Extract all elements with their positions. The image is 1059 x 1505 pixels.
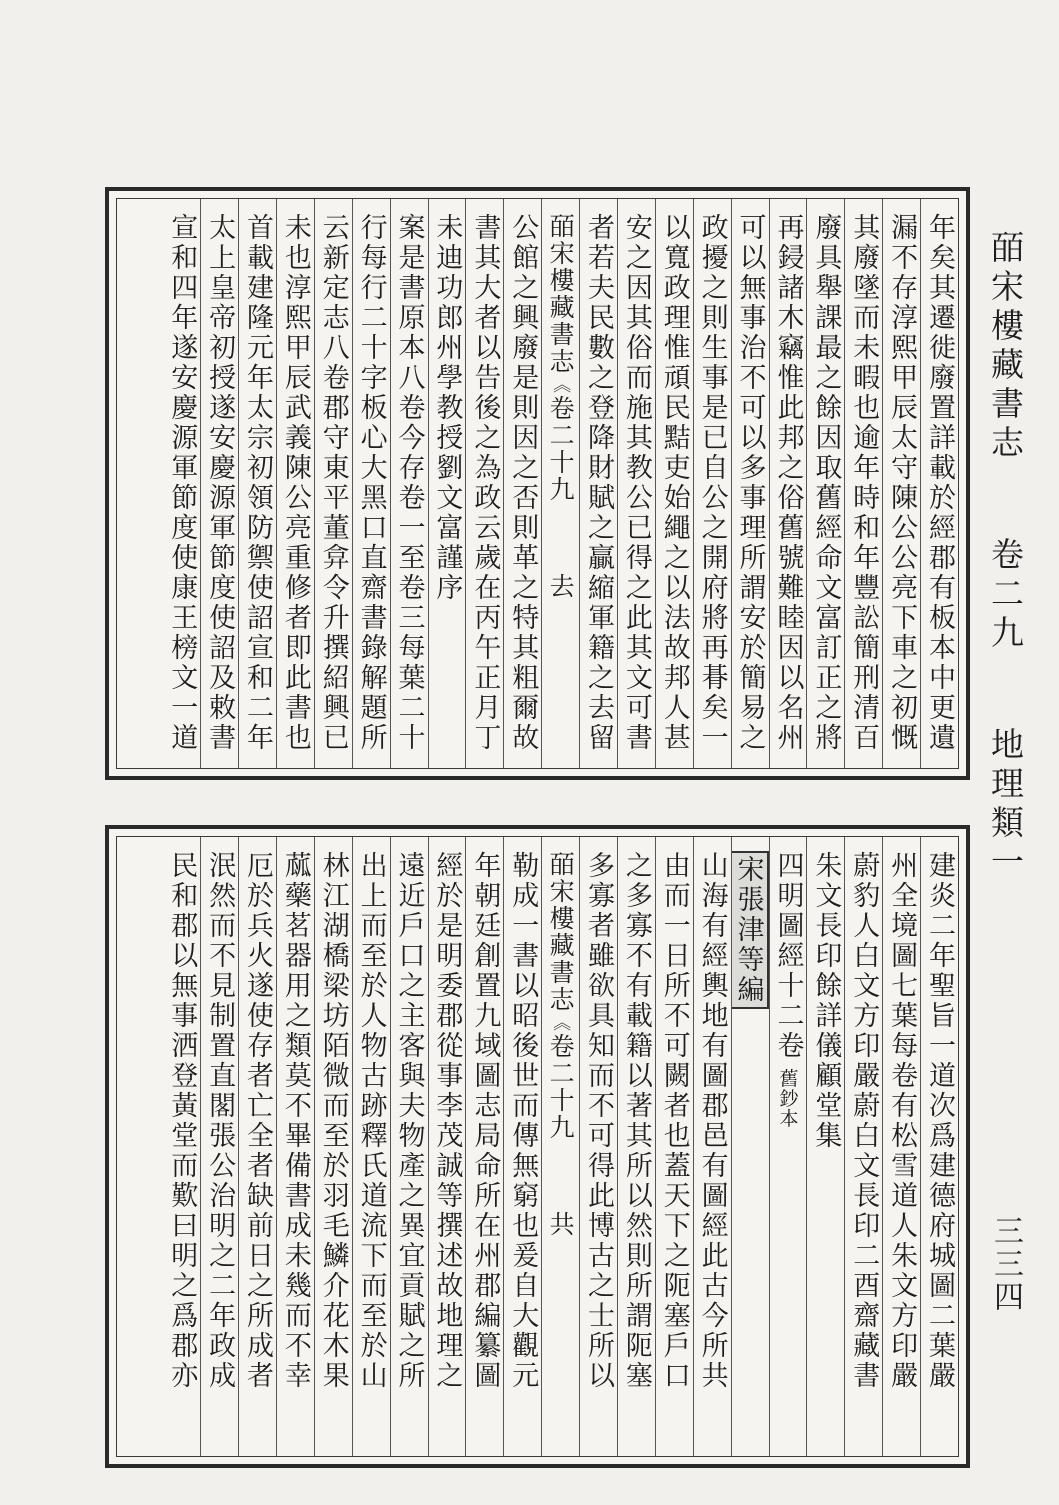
center-volume: 卷二十九 <box>546 395 576 503</box>
leaf-number: 共 <box>546 1211 576 1238</box>
center-volume: 卷二十九 <box>546 1033 576 1141</box>
bottom-center-column <box>541 837 579 1456</box>
bottom-column: 出上而至於人物古跡釋氏道流下而至於山 <box>352 837 390 1456</box>
bottom-column: 遠近戶口之主客與夫物產之異宜貢賦之所 <box>390 837 428 1456</box>
top-column: 行每行二十字板心大黑口直齋書錄解題所 <box>352 199 390 768</box>
bottom-column: 林江湖橋梁坊陌微而至於羽毛鱗介花木果 <box>314 837 352 1456</box>
top-column: 漏不存淳熙甲辰太守陳公公亮下車之初慨 <box>882 199 920 768</box>
running-header <box>975 230 1035 1330</box>
top-column: 年矣其遷徙廢置詳載於經郡有板本中更遺 <box>920 199 958 768</box>
top-column: 者若夫民數之登降財賦之贏縮軍籍之去留 <box>579 199 617 768</box>
top-column: 公館之興廢是則因之否則革之特其粗爾故 <box>503 199 541 768</box>
bottom-page-panel <box>105 825 970 1468</box>
top-column: 云新定志八卷郡守東平董弇令升撰紹興已 <box>314 199 352 768</box>
top-column: 政擾之則生事是已自公之開府將再朞矣一 <box>693 199 731 768</box>
bottom-column: 之多寡不有載籍以著其所以然則所謂阨塞 <box>617 837 655 1456</box>
volume-label: 卷二九 <box>986 537 1025 654</box>
bottom-column: 由而一日所不可闕者也蓋天下之阨塞戶口 <box>655 837 693 1456</box>
bottom-column: 年朝廷創置九域圖志局命所在州郡編纂圖 <box>465 837 503 1456</box>
bottom-column: 泯然而不見制置直閣張公治明之二年政成 <box>200 837 238 1456</box>
bottom-column: 勒成一書以昭後世而傳無窮也爰自大觀元 <box>503 837 541 1456</box>
bottom-column: 山海有經輿地有圖郡邑有圖經此古今所共 <box>693 837 731 1456</box>
page-number: 三三四 <box>988 1215 1023 1314</box>
bottom-column: 民和郡以無事洒登黃堂而歎曰明之爲郡亦 <box>166 851 198 1391</box>
entry-title: 四明圖經十二卷 <box>772 851 804 1061</box>
bottom-column <box>769 837 807 1456</box>
top-column: 首載建隆元年太宗初領防禦使詔宣和二年 <box>238 199 276 768</box>
top-column: 未迪功郎州學教授劉文富謹序 <box>428 199 466 768</box>
top-column: 宣和四年遂安慶源軍節度使康王榜文一道 <box>166 213 198 753</box>
center-book-title: 皕宋樓藏書志 <box>546 213 576 375</box>
edition-note: 舊鈔本 <box>776 1061 799 1129</box>
center-book-title: 皕宋樓藏書志 <box>546 851 576 1013</box>
top-column: 再鋟諸木竊惟此邦之俗舊號難睦因以名州 <box>769 199 807 768</box>
bottom-column <box>731 837 769 1456</box>
top-column: 以寬政理惟頑民黠吏始繩之以法故邦人甚 <box>655 199 693 768</box>
center-marker: 《 <box>550 1013 572 1033</box>
top-text-columns <box>116 198 959 769</box>
bottom-column: 朱文長印餘詳儀顧堂集 <box>806 837 844 1456</box>
leaf-number: 去 <box>546 573 576 600</box>
top-column: 書其大者以告後之為政云歲在丙午正月丁 <box>465 199 503 768</box>
book-title: 皕宋樓藏書志 <box>986 230 1025 464</box>
bottom-column: 州全境圖七葉每卷有松雪道人朱文方印嚴 <box>882 837 920 1456</box>
bottom-column: 建炎二年聖旨一道次爲建德府城圖二葉嚴 <box>920 837 958 1456</box>
bottom-text-columns <box>116 836 959 1457</box>
bottom-column: 厄於兵火遂使存者亡全者缺前日之所成者 <box>238 837 276 1456</box>
top-column: 未也淳熙甲辰武義陳公亮重修者即此書也 <box>276 199 314 768</box>
bottom-column: 經於是明委郡從事李茂誠等撰述故地理之 <box>428 837 466 1456</box>
author-label: 宋張津等編 <box>731 851 769 1009</box>
center-marker: 《 <box>550 375 572 395</box>
top-column: 安之因其俗而施其教公已得之此其文可書 <box>617 199 655 768</box>
top-column: 案是書原本八卷今存卷一至卷三每葉二十 <box>390 199 428 768</box>
top-column: 其廢墜而未暇也逾年時和年豐訟簡刑清百 <box>844 199 882 768</box>
bottom-column: 蔚豹人白文方印嚴蔚白文長印二酉齋藏書 <box>844 837 882 1456</box>
category-label: 地理類一 <box>986 727 1025 883</box>
top-column: 可以無事治不可以多事理所謂安於簡易之 <box>731 199 769 768</box>
top-center-column <box>541 199 579 768</box>
bottom-column: 蓏藥茗器用之類莫不畢備書成未幾而不幸 <box>276 837 314 1456</box>
bottom-column: 多寡者雖欲具知而不可得此博古之士所以 <box>579 837 617 1456</box>
top-page-panel <box>105 187 970 780</box>
top-column: 太上皇帝初授遂安慶源軍節度使詔及敕書 <box>200 199 238 768</box>
top-column: 廢具舉課最之餘因取舊經命文富訂正之將 <box>806 199 844 768</box>
